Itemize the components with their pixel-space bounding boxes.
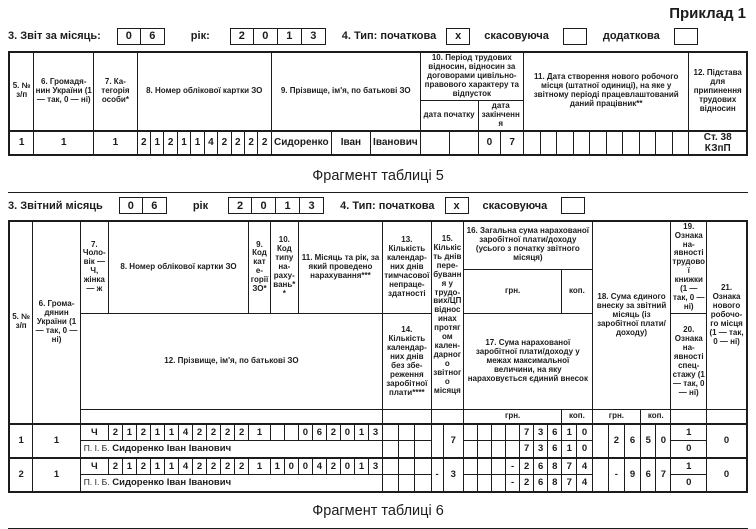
t5-header-termination-reason: 12. Підстава для припинення трудових відносин — [689, 52, 747, 131]
t6-r1-card-digit-5: 4 — [179, 424, 193, 441]
t6-r2-capped-hrn-cell-0 — [464, 475, 478, 492]
t6-r2-esv-hrn-cell-0 — [592, 458, 608, 492]
t6-header-strip-name — [80, 410, 382, 424]
t6-header-special-service-flag: 20. Ознака наявності спецстажу (1 — так, 0 — ні) — [671, 314, 707, 410]
t5-new-workplace-cell-6 — [623, 131, 640, 155]
t6-r1-pib-label: П. І. Б. — [83, 443, 110, 454]
year-cell-3: 3 — [302, 28, 326, 45]
report-month-cell-2-0: 0 — [119, 197, 143, 214]
year-cell-2: 1 — [278, 28, 302, 45]
t5-header-category: 7. Категорія особи* — [94, 52, 137, 131]
t6-header-strip-unpaid — [383, 410, 432, 424]
t6-r1-month-year-cell-4: 1 — [354, 424, 368, 441]
t5-card-digit-6: 2 — [218, 131, 231, 155]
t5-new-workplace-cell-2 — [557, 131, 574, 155]
year-cells — [230, 28, 326, 45]
t6-r2-card-digit-1: 1 — [122, 458, 136, 475]
t6-r2-capped-hrn-cell-6: 8 — [548, 475, 562, 492]
t6-header-capped-salary: 17. Сума нарахованої заробітної плати/доходу у межах максимальної величини, на яку нараховується єдиний внесок — [464, 314, 593, 410]
t6-r1-special-service-flag: 0 — [671, 441, 707, 458]
t6-r1-accrual-type-cell-0 — [270, 424, 284, 441]
t5-new-workplace-cell-7 — [639, 131, 656, 155]
t6-header-strip-new-workplace — [707, 410, 747, 424]
t6-r1-esv-kop-cell-0: 5 — [641, 424, 656, 458]
type-cancel-checkbox — [563, 28, 587, 45]
t6-r1-capped-hrn-cell-2 — [492, 441, 506, 458]
t6-r2-capped-hrn-cell-4: 2 — [520, 475, 534, 492]
t5-header-date-start: дата початку — [420, 100, 478, 130]
t6-r2-citizen: 1 — [33, 458, 81, 492]
t5-date-end-cell-1: 7 — [501, 131, 524, 155]
t6-header-total-hrn: грн. — [464, 270, 562, 314]
t5-card-digit-8: 2 — [244, 131, 257, 155]
t6-r1-unpaid-days-cell-0 — [383, 441, 399, 458]
t5-header-date-end: дата закінчення — [478, 100, 523, 130]
year-label: рік: — [190, 30, 210, 42]
t6-r2-esv-hrn-cell-2: 9 — [624, 458, 640, 492]
t6-r2-work-book-flag: 1 — [671, 458, 707, 475]
t5-header-employment-period: 10. Період трудових відносин, відносин за договорами цивільно-правового характеру та відпусток — [420, 52, 523, 100]
t6-header-new-workplace-flag: 21. Ознака нового робочого місця (1 — так, 0 — ні) — [707, 221, 747, 410]
t6-header-strip-days15 — [431, 410, 463, 424]
t6-r1-pib-cell — [80, 441, 382, 458]
report-month-cells-2 — [119, 197, 167, 214]
report-month-cell-1: 6 — [141, 28, 165, 45]
t5-header-new-workplace-date: 11. Дата створення нового робочого місця (штатної одиниці), на яке у звітному періоді працевлаштований даний працівник** — [523, 52, 688, 131]
t6-r2-capped-hrn-cell-2 — [492, 475, 506, 492]
table6-caption: Фрагмент таблиці 6 — [312, 502, 444, 519]
t6-r1-sick-days-cell-2 — [415, 424, 431, 441]
t5-name-value: Іван — [331, 131, 370, 155]
t6-r2-sex: Ч — [80, 458, 108, 475]
t6-r2-capped-kop-cell-1: 4 — [577, 475, 592, 492]
t6-r2-card-digit-2: 2 — [136, 458, 150, 475]
t6-r1-month-year-cell-0: 0 — [298, 424, 312, 441]
t6-row2-line1 — [9, 458, 747, 475]
type-cancel-label: скасовуюча — [484, 30, 549, 42]
t6-r1-month-year-cell-1: 6 — [312, 424, 326, 441]
t6-header-citizen: 6. Громадянин України (1 — так, 0 — ні) — [33, 221, 81, 424]
t6-r1-capped-hrn-cell-4: 7 — [520, 441, 534, 458]
table5-fragment — [8, 51, 748, 156]
t6-r2-capped-hrn-cell-5: 6 — [534, 475, 548, 492]
t6-r1-total-hrn-cell-1 — [478, 424, 492, 441]
t6-r2-days15-value: 3 — [443, 458, 464, 492]
t6-r1-card-digit-6: 2 — [193, 424, 207, 441]
t6-r1-unpaid-days-cell-2 — [415, 441, 431, 458]
t5-card-digit-4: 1 — [191, 131, 204, 155]
t6-r1-card-digit-7: 2 — [207, 424, 221, 441]
t6-header-esv-hrn: грн. — [592, 410, 641, 424]
t5-header-no: 5. № з/п — [9, 52, 34, 131]
t6-r1-esv-kop-cell-1: 0 — [656, 424, 671, 458]
year-cell-2-3: 3 — [300, 197, 324, 214]
t6-r1-total-hrn-cell-5: 3 — [534, 424, 548, 441]
report-month-label: 3. Звіт за місяць: — [8, 30, 101, 42]
t6-r2-capped-hrn-cell-1 — [478, 475, 492, 492]
t5-termination-reason-value: Ст. 38 КЗпП — [689, 131, 747, 155]
year-cells-2 — [228, 197, 324, 214]
t6-r2-new-workplace-flag: 0 — [707, 458, 747, 492]
t6-r1-days15-sign — [431, 424, 443, 458]
year-cell-2-2: 1 — [276, 197, 300, 214]
t5-new-workplace-cell-1 — [540, 131, 557, 155]
t6-r1-category: 1 — [249, 424, 271, 441]
year-label-2: рік — [192, 199, 209, 212]
t6-r1-esv-hrn-cell-1: 2 — [608, 424, 624, 458]
t6-r1-total-hrn-cell-3 — [506, 424, 520, 441]
t6-header-sex: 7. Чоловік — Ч, жінка — ж — [80, 221, 108, 314]
t6-r1-sick-days-cell-0 — [383, 424, 399, 441]
t6-r1-capped-hrn-cell-6: 6 — [548, 441, 562, 458]
t6-r2-special-service-flag: 0 — [671, 475, 707, 492]
t6-r1-capped-hrn-cell-5: 3 — [534, 441, 548, 458]
t6-r1-accrual-type-cell-1 — [284, 424, 298, 441]
t6-header-category-code: 9. Код категорії ЗО* — [249, 221, 271, 314]
t6-r2-capped-kop-cell-0: 7 — [562, 475, 577, 492]
type-cancel-label-2: скасовуюча — [482, 199, 548, 212]
t6-r1-total-hrn-cell-0 — [464, 424, 478, 441]
t6-r1-card-digit-4: 1 — [164, 424, 178, 441]
t6-r2-total-hrn-cell-4: 2 — [520, 458, 534, 475]
t5-card-digit-5: 4 — [204, 131, 217, 155]
t6-r2-days15-sign: - — [431, 458, 443, 492]
t6-r2-total-kop-cell-0: 7 — [562, 458, 577, 475]
t6-r2-esv-kop-cell-1: 7 — [656, 458, 671, 492]
t6-header-capped-hrn: грн. — [464, 410, 562, 424]
t6-header-strip-flags — [671, 410, 707, 424]
t6-r1-new-workplace-flag: 0 — [707, 424, 747, 458]
t6-r2-card-digit-3: 1 — [150, 458, 164, 475]
t6-r1-esv-hrn-cell-2: 6 — [624, 424, 640, 458]
t6-r1-pib-name: Сидоренко Іван Іванович — [112, 443, 232, 455]
t6-header-esv-sum: 18. Сума єдиного внеску за звітний місяць (із заробітної плати/ доходу) — [592, 221, 671, 410]
t6-r2-card-digit-7: 2 — [207, 458, 221, 475]
t6-r1-month-year-cell-5: 3 — [369, 424, 383, 441]
t6-r2-pib-name: Сидоренко Іван Іванович — [112, 477, 232, 489]
year-cell-1: 0 — [254, 28, 278, 45]
t6-r2-total-hrn-cell-6: 8 — [548, 458, 562, 475]
type-initial-checkbox: х — [446, 28, 470, 45]
t6-r1-card-digit-2: 2 — [136, 424, 150, 441]
t6-r1-sex: Ч — [80, 424, 108, 441]
t5-new-workplace-cell-0 — [523, 131, 540, 155]
year-cell-2-1: 0 — [252, 197, 276, 214]
t6-header-no: 5. № з/п — [9, 221, 33, 424]
t6-r1-capped-kop-cell-0: 1 — [562, 441, 577, 458]
t6-r2-total-kop-cell-1: 4 — [577, 458, 592, 475]
t6-header-sick-days: 13. Кількість календарних днів тимчасової непрацездатності — [383, 221, 432, 314]
t6-r2-total-hrn-cell-5: 6 — [534, 458, 548, 475]
t6-r1-card-digit-9: 2 — [235, 424, 249, 441]
t5-patronymic-value: Іванович — [371, 131, 421, 155]
t6-r1-no: 1 — [9, 424, 33, 458]
t5-new-workplace-cell-8 — [656, 131, 673, 155]
type-cancel-checkbox-2 — [561, 197, 585, 214]
t6-header-unpaid-days: 14. Кількість календарних днів без збереження заробітної плати**** — [383, 314, 432, 410]
t6-r2-esv-kop-cell-0: 6 — [641, 458, 656, 492]
type-label-2: 4. Тип: початкова — [340, 199, 435, 212]
report-controls-table6 — [8, 196, 748, 216]
t6-r2-unpaid-days-cell-0 — [383, 475, 399, 492]
t5-new-workplace-cell-9 — [672, 131, 689, 155]
t5-card-digit-7: 2 — [231, 131, 244, 155]
t5-card-digit-9: 2 — [258, 131, 271, 155]
report-month-label-2: 3. Звітний місяць — [8, 199, 103, 212]
t6-r2-capped-hrn-cell-3: - — [506, 475, 520, 492]
t5-card-digit-2: 2 — [164, 131, 177, 155]
t6-r1-month-year-cell-3: 0 — [340, 424, 354, 441]
t6-header-capped-kop: коп. — [562, 410, 592, 424]
t6-r1-unpaid-days-cell-1 — [399, 441, 415, 458]
t6-r2-month-year-cell-4: 1 — [354, 458, 368, 475]
t6-r1-total-hrn-cell-6: 6 — [548, 424, 562, 441]
t5-date-start-cell-1 — [449, 131, 478, 155]
type-additional-checkbox — [674, 28, 698, 45]
type-initial-checkbox-2: х — [445, 197, 469, 214]
t5-citizen-value: 1 — [34, 131, 94, 155]
t6-r2-total-hrn-cell-1 — [478, 458, 492, 475]
t6-r2-month-year-cell-2: 2 — [326, 458, 340, 475]
report-month-cell-2-1: 6 — [143, 197, 167, 214]
t6-r1-card-digit-0: 2 — [108, 424, 122, 441]
t6-header-days-in-employment: 15. Кількість днів перебування у трудових/ЦП відносинах протягом календарного звітного місяця — [431, 221, 463, 410]
t6-r2-sick-days-cell-2 — [415, 458, 431, 475]
t6-r2-card-digit-8: 2 — [221, 458, 235, 475]
t6-r2-esv-hrn-cell-1: - — [608, 458, 624, 492]
t5-new-workplace-cell-5 — [606, 131, 623, 155]
t6-r2-month-year-cell-5: 3 — [369, 458, 383, 475]
example-title: Приклад 1 — [669, 5, 746, 22]
t6-header-work-book-flag: 19. Ознака наявності трудової книжки (1 — так, 0 — ні) — [671, 221, 707, 314]
t6-r1-total-hrn-cell-2 — [492, 424, 506, 441]
t6-r2-accrual-type-cell-1: 0 — [284, 458, 298, 475]
t5-card-digit-1: 1 — [151, 131, 164, 155]
t6-r1-total-hrn-cell-4: 7 — [520, 424, 534, 441]
report-month-cell-0: 0 — [117, 28, 141, 45]
t6-r2-card-digit-4: 1 — [164, 458, 178, 475]
t6-r2-accrual-type-cell-0: 1 — [270, 458, 284, 475]
t6-header-card-number: 8. Номер облікової картки ЗО — [108, 221, 248, 314]
t6-r1-capped-kop-cell-1: 0 — [577, 441, 592, 458]
t6-r2-sick-days-cell-1 — [399, 458, 415, 475]
t6-r2-unpaid-days-cell-1 — [399, 475, 415, 492]
t6-r2-no: 2 — [9, 458, 33, 492]
year-cell-2-0: 2 — [228, 197, 252, 214]
t6-r1-citizen: 1 — [33, 424, 81, 458]
year-cell-0: 2 — [230, 28, 254, 45]
t6-r2-sick-days-cell-0 — [383, 458, 399, 475]
t5-no-value: 1 — [9, 131, 34, 155]
t6-header-esv-kop: коп. — [641, 410, 671, 424]
type-label: 4. Тип: початкова — [341, 30, 437, 42]
t6-r2-month-year-cell-1: 4 — [312, 458, 326, 475]
t6-r2-card-digit-9: 2 — [235, 458, 249, 475]
t6-r2-month-year-cell-3: 0 — [340, 458, 354, 475]
table5-caption: Фрагмент таблиці 5 — [312, 167, 444, 184]
t6-header-total-salary: 16. Загальна сума нарахованої заробітної плати/доходу (усього з початку звітного місяця) — [464, 221, 593, 270]
t6-r2-total-hrn-cell-3: - — [506, 458, 520, 475]
t6-r1-capped-hrn-cell-3 — [506, 441, 520, 458]
t6-row1-line1 — [9, 424, 747, 441]
table6-fragment — [8, 220, 748, 493]
t5-new-workplace-cell-4 — [590, 131, 607, 155]
t6-r1-month-year-cell-2: 2 — [326, 424, 340, 441]
t6-r1-sick-days-cell-1 — [399, 424, 415, 441]
t6-r1-work-book-flag: 1 — [671, 424, 707, 441]
report-controls-table5 — [8, 26, 748, 46]
t6-r1-card-digit-8: 2 — [221, 424, 235, 441]
t6-header-accrual-type-code: 10. Код типу нарахувань** — [270, 221, 298, 314]
t6-r2-total-hrn-cell-0 — [464, 458, 478, 475]
t5-card-digit-0: 2 — [137, 131, 150, 155]
t6-header-total-kop: коп. — [562, 270, 592, 314]
divider-line — [8, 192, 748, 193]
t5-header-card-number: 8. Номер облікової картки ЗО — [137, 52, 271, 131]
t6-header-full-name: 12. Прізвище, ім'я, по батькові ЗО — [80, 314, 382, 410]
t6-r2-unpaid-days-cell-2 — [415, 475, 431, 492]
t6-r2-pib-label: П. І. Б. — [83, 477, 110, 488]
t6-r1-days15-value: 7 — [443, 424, 464, 458]
type-additional-label: додаткова — [602, 30, 660, 42]
t5-card-digit-3: 1 — [177, 131, 190, 155]
t6-header-accrual-month-year: 11. Місяць та рік, за який проведено нарахування*** — [298, 221, 382, 314]
t6-r2-month-year-cell-0: 0 — [298, 458, 312, 475]
t5-date-end-cell-0: 0 — [478, 131, 501, 155]
t5-header-citizen: 6. Громадянин України (1 — так, 0 — ні) — [34, 52, 94, 131]
t6-r1-total-kop-cell-0: 1 — [562, 424, 577, 441]
t5-category-value: 1 — [94, 131, 137, 155]
t6-r2-category: 1 — [249, 458, 271, 475]
t6-r1-capped-hrn-cell-0 — [464, 441, 478, 458]
t5-header-full-name: 9. Прізвище, ім'я, по батькові ЗО — [271, 52, 420, 131]
t6-r1-card-digit-3: 1 — [150, 424, 164, 441]
t6-r1-total-kop-cell-1: 0 — [577, 424, 592, 441]
t5-data-row — [9, 131, 747, 155]
t6-r1-card-digit-1: 1 — [122, 424, 136, 441]
t5-new-workplace-cell-3 — [573, 131, 590, 155]
t6-r2-card-digit-5: 4 — [179, 458, 193, 475]
t6-r2-card-digit-0: 2 — [108, 458, 122, 475]
t5-surname-value: Сидоренко — [271, 131, 331, 155]
t6-r1-capped-hrn-cell-1 — [478, 441, 492, 458]
t6-r2-total-hrn-cell-2 — [492, 458, 506, 475]
t6-r2-pib-cell — [80, 475, 382, 492]
t6-r1-esv-hrn-cell-0 — [592, 424, 608, 458]
t5-date-start-cell-0 — [420, 131, 449, 155]
t6-r2-card-digit-6: 2 — [193, 458, 207, 475]
report-month-cells — [117, 28, 165, 45]
